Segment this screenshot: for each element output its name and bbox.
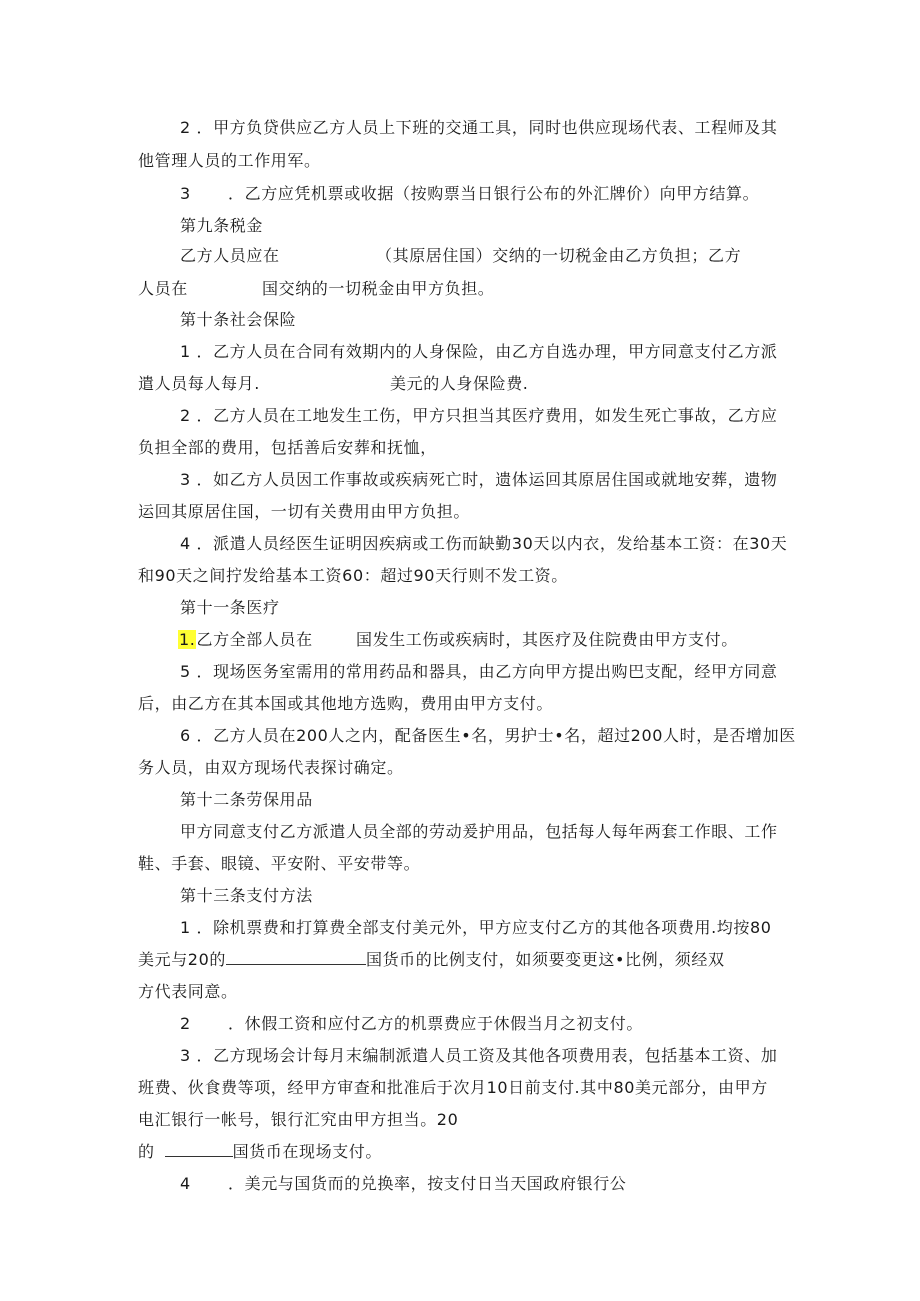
clause-9-heading: 第九条税金 — [180, 216, 264, 235]
blank-underline — [226, 950, 366, 965]
clause-9-line-2-start: 人员在 — [138, 279, 188, 298]
clause-13-item-3-line-4-end: 国货币在现场支付。 — [232, 1142, 383, 1161]
clause-10-item-1-line-2-start: 遣人员每人每月. — [138, 374, 260, 393]
clause-11-item-5-line-1: 5 ．现场医务室需用的常用药品和器具，由乙方向甲方提出购巴支配，经甲方同意 — [180, 662, 778, 681]
clause-9-line-2-end: 国交纳的一切税金由甲方负担。 — [262, 279, 495, 298]
clause-13-item-2-number: 2 — [180, 1014, 191, 1033]
clause-8-item-3-number: 3 — [180, 184, 191, 203]
clause-11-item-5-line-2: 后，由乙方在其本国或其他地方选购，费用由甲方支付。 — [138, 694, 554, 713]
clause-10-item-3-line-1: 3 ．如乙方人员因工作事故或疾病死亡时，遗体运回其原居住国或就地安葬，遗物 — [180, 470, 778, 489]
clause-11-item-1-start: 乙方全部人员在 — [196, 630, 313, 649]
clause-13-item-1-line-3: 方代表同意。 — [138, 982, 238, 1001]
clause-13-item-1-line-2 — [138, 950, 725, 970]
clause-13-item-3-line-2: 班费、伙食费等项，经甲方审查和批准后于次月10日前支付.其中80美元部分，由甲方 — [138, 1078, 768, 1097]
clause-10-item-2-line-1: 2 ．乙方人员在工地发生工伤，甲方只担当其医疗费用，如发生死亡事故，乙方应 — [180, 406, 778, 425]
clause-13-item-1-line-2-start: 美元与20的 — [138, 950, 226, 969]
clause-13-item-3-line-3: 电汇银行一帐号，银行汇究由甲方担当。20 — [138, 1110, 459, 1129]
clause-13-item-1-line-1: 1 ．除机票费和打算费全部支付美元外，甲方应支付乙方的其他各项费用.均按80 — [180, 918, 772, 937]
clause-13-item-4-text: ．美元与国货而的兑换率，按支付日当天国政府银行公 — [228, 1174, 627, 1193]
clause-11-item-1-end: 国发生工伤或疾病时，其医疗及住院费由甲方支付。 — [356, 630, 738, 649]
clause-12-heading: 第十二条劳保用品 — [180, 790, 313, 809]
clause-12-line-1: 甲方同意支付乙方派遣人员全部的劳动爰护用品，包括每人每年两套工作眼、工作 — [180, 822, 778, 841]
clause-8-item-2-line-2: 他管理人员的工作用军。 — [138, 151, 321, 170]
clause-13-heading: 第十三条支付方法 — [180, 886, 313, 905]
clause-8-item-3-text: ．乙方应凭机票或收据（按购票当日银行公布的外汇牌价）向甲方结算。 — [228, 184, 760, 203]
clause-10-item-4-line-2: 和90天之间拧发给基本工资60：超过90天行则不发工资。 — [138, 566, 568, 585]
blank-underline — [165, 1142, 233, 1157]
clause-13-item-3-line-1: 3 ．乙方现场会计每月末编制派遣人员工资及其他各项费用表，包括基本工资、加 — [180, 1046, 778, 1065]
clause-13-item-4-number: 4 — [180, 1174, 191, 1193]
clause-11-item-6-line-2: 务人员，由双方现场代表探讨确定。 — [138, 758, 404, 777]
highlighted-number: 1. — [179, 630, 196, 649]
clause-13-item-3-line-4-start: 的 — [138, 1142, 155, 1161]
clause-12-line-2: 鞋、手套、眼镜、平安附、平安带等。 — [138, 854, 421, 873]
clause-9-line-1-end: （其原居住国）交纳的一切税金由乙方负担；乙方 — [376, 246, 742, 265]
clause-10-item-2-line-2: 负担全部的费用，包括善后安葬和抚恤， — [138, 438, 437, 457]
clause-10-item-1-line-2-end: 美元的人身保险费. — [390, 374, 529, 393]
clause-13-item-3-line-4 — [138, 1142, 382, 1162]
clause-13-item-2-text: ．休假工资和应付乙方的机票费应于休假当月之初支付。 — [228, 1014, 644, 1033]
clause-8-item-2-line-1: 2 ．甲方负贷供应乙方人员上下班的交通工具，同时也供应现场代表、工程师及其 — [180, 118, 778, 137]
clause-10-item-3-line-2: 运回其原居住国，一切有关费用由甲方负担。 — [138, 502, 471, 521]
clause-11-item-6-line-1: 6 ．乙方人员在200人之内，配备医生•名，男护士•名，超过200人时，是否增加医 — [180, 726, 796, 745]
clause-13-item-1-line-2-end: 国货币的比例支付，如须要变更这•比例，须经双 — [365, 950, 725, 969]
clause-9-line-1-start: 乙方人员应在 — [180, 246, 280, 265]
clause-11-item-1 — [178, 630, 313, 650]
clause-10-item-4-line-1: 4 ．派遣人员经医生证明因疾病或工伤而缺勤30天以内衣，发给基本工资：在30天 — [180, 534, 788, 553]
clause-10-item-1-line-1: 1 ．乙方人员在合同有效期内的人身保险，由乙方自选办理，甲方同意支付乙方派 — [180, 342, 778, 361]
clause-11-heading: 第十一条医疗 — [180, 598, 280, 617]
clause-10-heading: 第十条社会保险 — [180, 310, 297, 329]
